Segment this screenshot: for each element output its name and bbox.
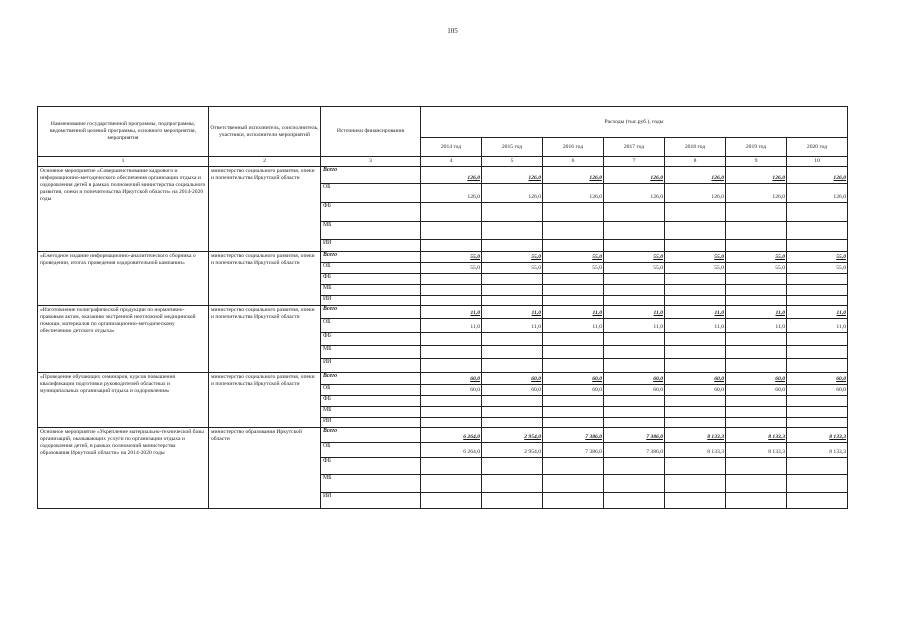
expense-value xyxy=(604,296,665,306)
expense-value: 55,0 xyxy=(726,263,787,274)
expense-value xyxy=(543,359,604,373)
expense-value xyxy=(482,285,543,296)
expense-value xyxy=(543,285,604,296)
expense-value: 11,0 xyxy=(421,306,482,319)
expense-value xyxy=(726,493,787,509)
expense-value xyxy=(665,240,726,252)
expense-value xyxy=(482,296,543,306)
expense-value: 11,0 xyxy=(726,306,787,319)
expense-value xyxy=(665,475,726,493)
funding-source: ОБ xyxy=(321,443,421,458)
expense-value xyxy=(726,418,787,428)
expense-value: 126,0 xyxy=(726,184,787,203)
expense-value xyxy=(543,240,604,252)
measure-name: «Ежегодное издание информационно-аналитического сборника о проведении, итогах проведения оздоровительной кампании» xyxy=(38,252,209,306)
expense-value xyxy=(787,458,848,475)
expense-value: 11,0 xyxy=(787,319,848,333)
expense-value xyxy=(482,203,543,222)
expense-value xyxy=(604,274,665,285)
expense-value xyxy=(543,203,604,222)
column-numbers-row xyxy=(38,157,848,167)
expense-value: 55,0 xyxy=(604,263,665,274)
page-number: 105 xyxy=(447,27,458,35)
funding-source: ФБ xyxy=(321,458,421,475)
funding-source: ИИ xyxy=(321,418,421,428)
funding-source: МБ xyxy=(321,346,421,359)
expense-value xyxy=(665,346,726,359)
expense-value xyxy=(482,458,543,475)
expense-value: 8 133,3 xyxy=(665,443,726,458)
expense-value xyxy=(665,274,726,285)
funding-source: Всего xyxy=(321,306,421,319)
expense-value xyxy=(665,493,726,509)
funding-source: Всего xyxy=(321,167,421,184)
expense-value: 11,0 xyxy=(604,319,665,333)
funding-source: ОБ xyxy=(321,319,421,333)
funding-source: ИИ xyxy=(321,493,421,509)
header-year: 2014 год xyxy=(421,138,482,157)
expense-value: 6 264,0 xyxy=(421,428,482,443)
expense-value: 11,0 xyxy=(421,319,482,333)
funding-source: Всего xyxy=(321,428,421,443)
expense-value xyxy=(726,458,787,475)
funding-source: ОБ xyxy=(321,385,421,396)
expense-value xyxy=(787,203,848,222)
expense-value xyxy=(726,274,787,285)
expense-value: 7 386,0 xyxy=(543,443,604,458)
expense-value xyxy=(543,475,604,493)
expense-value: 126,0 xyxy=(604,184,665,203)
measure-name: «Проведение обучающих семинаров, курсов повышения квалификации подготовки руководителей областных и муниципальных организаций отдыха и оздоровления» xyxy=(38,373,209,428)
expense-value xyxy=(421,396,482,407)
expense-value xyxy=(726,396,787,407)
measure-executor: министерство образования Иркутской области xyxy=(209,428,321,509)
column-number: 4 xyxy=(421,157,482,167)
expense-value xyxy=(604,285,665,296)
expense-value: 126,0 xyxy=(482,167,543,184)
expense-value: 11,0 xyxy=(787,306,848,319)
funding-source: ИИ xyxy=(321,296,421,306)
header-year: 2017 год xyxy=(604,138,665,157)
expense-value xyxy=(787,418,848,428)
funding-source: ФБ xyxy=(321,203,421,222)
funding-source: ФБ xyxy=(321,396,421,407)
expense-value xyxy=(482,359,543,373)
expense-value xyxy=(604,203,665,222)
expense-value xyxy=(665,203,726,222)
column-number: 5 xyxy=(482,157,543,167)
measure-executor: министерство социального развития, опеки и попечительства Иркутской области xyxy=(209,306,321,373)
expense-value: 11,0 xyxy=(665,319,726,333)
expense-value: 60,0 xyxy=(604,373,665,385)
expense-value: 60,0 xyxy=(421,385,482,396)
expense-value: 11,0 xyxy=(665,306,726,319)
expense-value xyxy=(726,285,787,296)
column-number: 9 xyxy=(726,157,787,167)
header-year: 2018 год xyxy=(665,138,726,157)
expense-value: 60,0 xyxy=(787,385,848,396)
expense-value: 60,0 xyxy=(665,385,726,396)
expense-value: 11,0 xyxy=(726,319,787,333)
expense-value xyxy=(604,359,665,373)
expense-value xyxy=(665,396,726,407)
table-row xyxy=(38,373,848,385)
expense-value xyxy=(543,396,604,407)
expense-value: 2 954,0 xyxy=(482,428,543,443)
expense-value: 55,0 xyxy=(665,252,726,263)
expense-value xyxy=(421,285,482,296)
column-number: 7 xyxy=(604,157,665,167)
header-expenses: Расходы (тыс.руб.), годы xyxy=(421,107,848,138)
measure-executor: министерство социального развития, опеки и попечительства Иркутской области xyxy=(209,252,321,306)
expense-value: 55,0 xyxy=(787,263,848,274)
expense-value xyxy=(604,333,665,346)
expense-value xyxy=(421,203,482,222)
column-number: 3 xyxy=(321,157,421,167)
expense-value xyxy=(421,458,482,475)
expense-value xyxy=(543,458,604,475)
column-number: 1 xyxy=(38,157,209,167)
funding-source: МБ xyxy=(321,285,421,296)
expense-value: 126,0 xyxy=(665,184,726,203)
expense-value xyxy=(421,346,482,359)
header-name: Наименование государственной программы, подпрограммы, ведомственной целевой программы, основного мероприятия, мероприятия xyxy=(38,107,209,157)
expense-value xyxy=(604,346,665,359)
measure-executor: министерство социального развития, опеки и попечительства Иркутской области xyxy=(209,167,321,252)
expense-value: 11,0 xyxy=(482,319,543,333)
expense-value xyxy=(543,296,604,306)
expense-value xyxy=(604,418,665,428)
expense-value xyxy=(604,493,665,509)
expense-value: 126,0 xyxy=(543,184,604,203)
funding-source: ОБ xyxy=(321,184,421,203)
expense-value: 7 386,0 xyxy=(604,428,665,443)
funding-source: МБ xyxy=(321,475,421,493)
header-source: Источники финансирования xyxy=(321,107,421,157)
budget-table xyxy=(37,106,848,509)
expense-value xyxy=(726,359,787,373)
header-executor: Ответственный исполнитель, соисполнитель, участники, исполнители мероприятий xyxy=(209,107,321,157)
expense-value xyxy=(726,203,787,222)
expense-value xyxy=(726,296,787,306)
expense-value: 126,0 xyxy=(421,167,482,184)
expense-value: 60,0 xyxy=(604,385,665,396)
expense-value: 55,0 xyxy=(421,263,482,274)
column-number: 6 xyxy=(543,157,604,167)
expense-value: 126,0 xyxy=(787,184,848,203)
table-row xyxy=(38,428,848,443)
expense-value xyxy=(543,274,604,285)
expense-value xyxy=(482,493,543,509)
expense-value xyxy=(482,333,543,346)
expense-value xyxy=(482,475,543,493)
table-row xyxy=(38,252,848,263)
expense-value: 7 386,0 xyxy=(543,428,604,443)
expense-value xyxy=(665,418,726,428)
expense-value: 60,0 xyxy=(482,373,543,385)
expense-value xyxy=(543,333,604,346)
expense-value: 6 264,0 xyxy=(421,443,482,458)
expense-value: 60,0 xyxy=(543,385,604,396)
expense-value: 60,0 xyxy=(726,385,787,396)
expense-value: 8 133,3 xyxy=(726,428,787,443)
expense-value xyxy=(787,240,848,252)
expense-value xyxy=(787,493,848,509)
header-year: 2020 год xyxy=(787,138,848,157)
expense-value: 55,0 xyxy=(482,252,543,263)
expense-value: 126,0 xyxy=(787,167,848,184)
expense-value: 55,0 xyxy=(726,252,787,263)
expense-value xyxy=(482,274,543,285)
table-body xyxy=(38,167,848,509)
table-row xyxy=(38,306,848,319)
expense-value xyxy=(665,296,726,306)
measure-name: «Изготовление полиграфической продукции по нормативно-правовым актам, оказанию экстренной неотложной медицинской помощи, материалов по организационно-методическому обеспечению детского отдыха» xyxy=(38,306,209,373)
expense-value xyxy=(726,222,787,240)
expense-value xyxy=(787,359,848,373)
expense-value xyxy=(665,285,726,296)
expense-value xyxy=(482,407,543,418)
expense-value xyxy=(787,346,848,359)
expense-value: 60,0 xyxy=(726,373,787,385)
column-number: 10 xyxy=(787,157,848,167)
expense-value: 55,0 xyxy=(787,252,848,263)
expense-value: 2 954,0 xyxy=(482,443,543,458)
expense-value: 126,0 xyxy=(543,167,604,184)
expense-value: 55,0 xyxy=(665,263,726,274)
expense-value xyxy=(604,222,665,240)
expense-value: 55,0 xyxy=(543,252,604,263)
expense-value xyxy=(543,407,604,418)
expense-value xyxy=(787,296,848,306)
expense-value xyxy=(421,274,482,285)
expense-value xyxy=(604,240,665,252)
expense-value xyxy=(421,222,482,240)
expense-value: 8 133,3 xyxy=(787,443,848,458)
funding-source: Всего xyxy=(321,252,421,263)
expense-value: 8 133,3 xyxy=(665,428,726,443)
expense-value: 126,0 xyxy=(665,167,726,184)
funding-source: Всего xyxy=(321,373,421,385)
expense-value: 11,0 xyxy=(543,319,604,333)
expense-value xyxy=(482,240,543,252)
expense-value xyxy=(543,418,604,428)
expense-value xyxy=(726,333,787,346)
expense-value: 60,0 xyxy=(421,373,482,385)
funding-source: МБ xyxy=(321,407,421,418)
expense-value: 60,0 xyxy=(787,373,848,385)
expense-value xyxy=(665,222,726,240)
expense-value xyxy=(421,475,482,493)
expense-value: 11,0 xyxy=(604,306,665,319)
expense-value xyxy=(726,407,787,418)
expense-value xyxy=(787,407,848,418)
expense-value xyxy=(543,222,604,240)
expense-value: 11,0 xyxy=(543,306,604,319)
expense-value xyxy=(787,396,848,407)
table-row xyxy=(38,167,848,184)
expense-value: 126,0 xyxy=(421,184,482,203)
expense-value xyxy=(421,407,482,418)
expense-value xyxy=(604,396,665,407)
expense-value xyxy=(665,359,726,373)
expense-value: 126,0 xyxy=(482,184,543,203)
expense-value xyxy=(482,346,543,359)
expense-value xyxy=(421,296,482,306)
funding-source: ИИ xyxy=(321,359,421,373)
header-year: 2015 год xyxy=(482,138,543,157)
expense-value xyxy=(482,222,543,240)
expense-value xyxy=(787,475,848,493)
expense-value: 7 386,0 xyxy=(604,443,665,458)
expense-value xyxy=(787,222,848,240)
expense-value: 8 133,3 xyxy=(787,428,848,443)
expense-value: 126,0 xyxy=(604,167,665,184)
expense-value xyxy=(787,274,848,285)
expense-value xyxy=(665,458,726,475)
expense-value xyxy=(726,346,787,359)
expense-value xyxy=(726,475,787,493)
expense-value: 60,0 xyxy=(665,373,726,385)
expense-value xyxy=(787,333,848,346)
expense-value: 8 133,3 xyxy=(726,443,787,458)
measure-executor: министерство социального развития, опеки и попечительства Иркутской области xyxy=(209,373,321,428)
expense-value xyxy=(421,240,482,252)
expense-value xyxy=(421,359,482,373)
expense-value: 60,0 xyxy=(543,373,604,385)
expense-value xyxy=(421,418,482,428)
expense-value xyxy=(726,240,787,252)
expense-value: 55,0 xyxy=(604,252,665,263)
funding-source: ФБ xyxy=(321,274,421,285)
expense-value: 55,0 xyxy=(421,252,482,263)
expense-value: 126,0 xyxy=(726,167,787,184)
column-number: 8 xyxy=(665,157,726,167)
expense-value xyxy=(787,285,848,296)
expense-value xyxy=(421,333,482,346)
expense-value xyxy=(665,333,726,346)
expense-value xyxy=(604,407,665,418)
expense-value: 55,0 xyxy=(543,263,604,274)
header-year: 2016 год xyxy=(543,138,604,157)
funding-source: ФБ xyxy=(321,333,421,346)
expense-value xyxy=(543,493,604,509)
expense-value xyxy=(421,493,482,509)
column-number: 2 xyxy=(209,157,321,167)
expense-value: 11,0 xyxy=(482,306,543,319)
expense-value xyxy=(604,458,665,475)
expense-value xyxy=(482,418,543,428)
funding-source: ИИ xyxy=(321,240,421,252)
expense-value xyxy=(482,396,543,407)
expense-value xyxy=(604,475,665,493)
expense-value xyxy=(543,346,604,359)
expense-value: 55,0 xyxy=(482,263,543,274)
expense-value xyxy=(665,407,726,418)
measure-name: Основное мероприятие «Совершенствование кадрового и информационно-методического обеспечения организации отдыха и оздоровления детей в рамках полномочий министерства социального развития, опеки и попечительства Иркутской области» на 2014-2020 годы xyxy=(38,167,209,252)
funding-source: МБ xyxy=(321,222,421,240)
header-year: 2019 год xyxy=(726,138,787,157)
measure-name: Основное мероприятие «Укрепление материально-технической базы организаций, оказывающих услуги по организации отдыха и оздоровления детей, в рамках полномочий министерства образования Иркутской области» на 2014-2020 годы xyxy=(38,428,209,509)
expense-value: 60,0 xyxy=(482,385,543,396)
funding-source: ОБ xyxy=(321,263,421,274)
